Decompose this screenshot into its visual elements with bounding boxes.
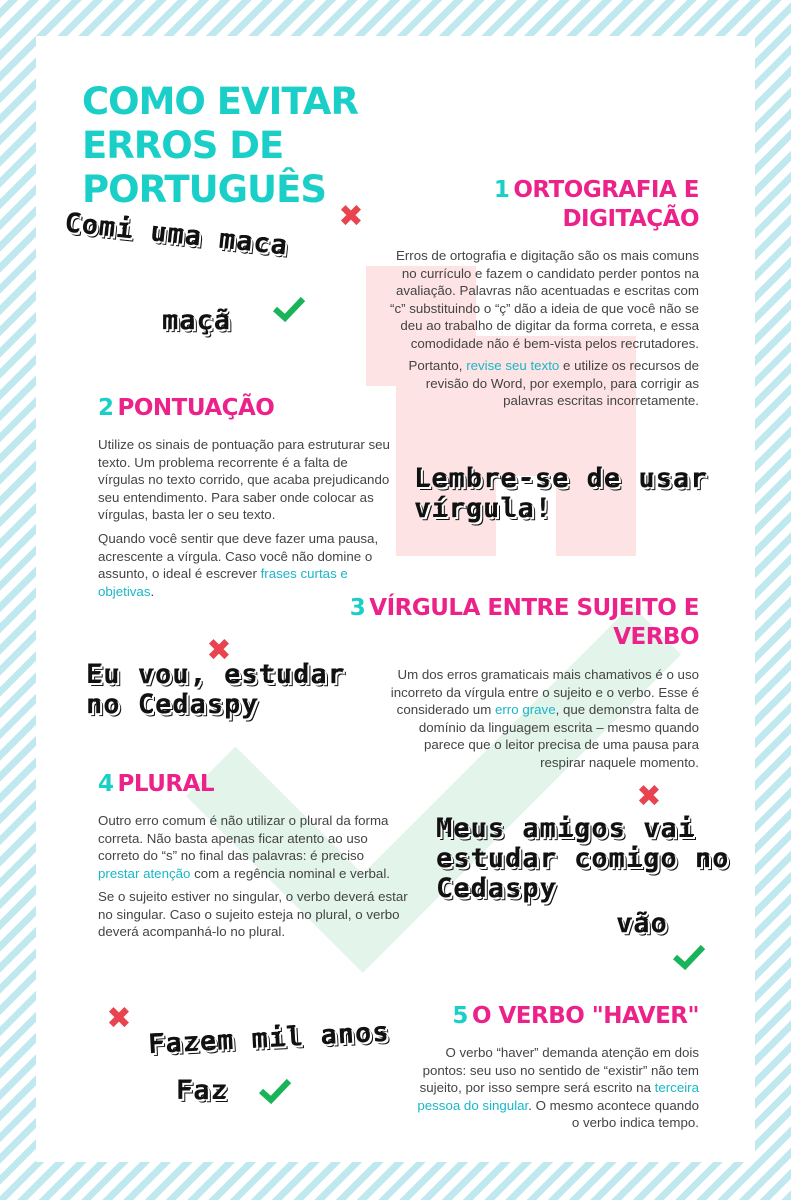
wrong-cross-icon-3: ✖ [636, 779, 662, 814]
section-1-number: 1 [493, 177, 510, 203]
section-5-p1-text: O verbo “haver” demanda atenção em dois pontos: seu uso no sentido de “existir” não tem sujeito, por isso sempre será escrito na [419, 1045, 699, 1095]
wrong-cross-icon-1: ✖ [338, 199, 364, 234]
section-3-number: 3 [349, 595, 366, 621]
section-5-number: 5 [452, 1003, 468, 1029]
section-2-p2-text-end: . [150, 583, 155, 599]
section-3-p1-text-end: , que demonstra falta de domínio da linguagem escrita – mesmo quando parece que o leitor precisa de uma pausa para respirar naquele momento. [418, 702, 699, 770]
section-5-link-terceira-pessoa[interactable]: terceira pessoa do singular [417, 1080, 699, 1113]
example-3-wrong: Eu vou, estudar no Cedaspy [86, 659, 345, 720]
section-1-paragraph-1: Erros de ortografia e digitação são os mais comuns no currículo e fazem o candidato perder pontos na avaliação. Palavras não acentuadas e escritas com “c” substituindo o “ç” dão a ideia de que você não se deu ao trabalho de digitar da forma correta, e essa comodidade não é bem-vista pelos recrutadores. [390, 248, 699, 351]
section-5-paragraph [409, 1044, 699, 1132]
section-5-title-text: O VERBO "HAVER" [471, 1003, 699, 1029]
section-4-paragraph-1 [98, 812, 408, 882]
section-1-link-revise[interactable]: revise seu texto [466, 358, 560, 373]
section-2-paragraph-1: Utilize os sinais de pontuação para estruturar seu texto. Um problema recorrente é a falta de vírgulas no texto corrido, que acaba prejudicando seu entendimento. Para saber onde colocar as vírgulas, basta ler o seu texto. [98, 437, 390, 522]
section-4-number: 4 [98, 771, 114, 797]
infographic-card [36, 36, 755, 1162]
section-4-title-text: PLURAL [117, 771, 215, 797]
section-5-title [379, 1002, 699, 1031]
section-1-p2-text-end: e utilize os recursos de revisão do Word, por exemplo, para corrigir as palavras escritas incorretamente. [425, 358, 699, 408]
section-2-note: Lembre-se de usar vírgula! [414, 463, 708, 524]
section-3-title [339, 594, 699, 652]
page-title: COMO EVITAR ERROS DE PORTUGUÊS [82, 80, 358, 211]
section-1-paragraph-2 [379, 357, 699, 410]
section-2-paragraph-2 [98, 530, 398, 600]
example-1-wrong: Comi uma maca [63, 207, 290, 262]
section-1-title-text: ORTOGRAFIA E DIGITAÇÃO [513, 177, 699, 232]
correct-check-icon-1 [272, 294, 306, 324]
wrong-cross-icon-2: ✖ [206, 633, 232, 668]
example-4-correct: vão [616, 908, 668, 939]
section-2-title [98, 394, 398, 423]
section-4-link-atencao[interactable]: prestar atenção [98, 865, 191, 881]
section-3-title-text: VÍRGULA ENTRE SUJEITO E VERBO [369, 595, 699, 650]
correct-check-icon-3 [258, 1076, 292, 1106]
wrong-cross-icon-4: ✖ [106, 1001, 132, 1036]
section-1-title [439, 176, 699, 234]
section-3-link-erro-grave[interactable]: erro grave [494, 702, 556, 717]
section-3-paragraph [379, 666, 699, 771]
section-4-paragraph-2: Se o sujeito estiver no singular, o verbo deverá estar no singular. Caso o sujeito esteja no plural, o verbo deverá acompanhá-lo no plural. [98, 889, 408, 939]
section-4-title [98, 770, 398, 799]
example-4-wrong: Meus amigos vai estudar comigo no Cedaspy [436, 813, 730, 904]
example-1-correct: maçã [162, 305, 232, 336]
example-5-correct: Faz [176, 1075, 228, 1106]
section-4-p1-text-end: com a regência nominal e verbal. [190, 865, 390, 881]
section-2-title-text: PONTUAÇÃO [117, 395, 275, 421]
example-5-wrong: Fazem mil anos [147, 1016, 391, 1061]
section-4-p1-text: Outro erro comum é não utilizar o plural da forma correta. Não basta apenas ficar atento ao uso correto do “s” no final das palavras: é preciso [98, 813, 389, 863]
section-5-p1-text-end: . O mesmo acontece quando o verbo indica tempo. [528, 1097, 699, 1130]
section-2-number: 2 [98, 395, 114, 421]
section-2-link-frases[interactable]: frases curtas e objetivas [98, 566, 348, 599]
correct-check-icon-2 [672, 942, 706, 972]
section-1-p2-text: Portanto, [408, 358, 467, 373]
section-2-p2-text: Quando você sentir que deve fazer uma pausa, acrescente a vírgula. Caso você não domine o assunto, o ideal é escrever [98, 531, 379, 581]
section-3-p1-text: Um dos erros gramaticais mais chamativos é o uso incorreto da vírgula entre o sujeito e o verbo. Esse é considerado um [390, 667, 699, 717]
